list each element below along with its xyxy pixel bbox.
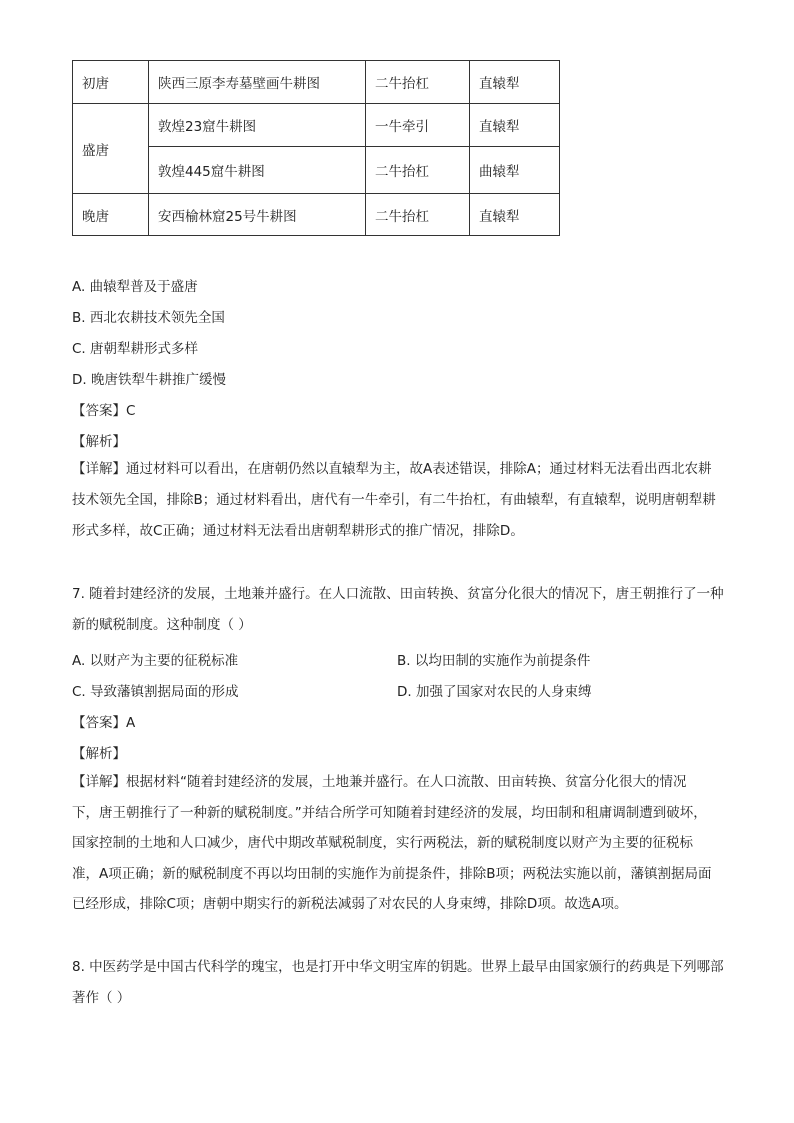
table-cell-plow: 直辕犁 bbox=[470, 194, 560, 236]
table-cell-ox: 二牛抬杠 bbox=[366, 61, 470, 104]
table-cell-plow: 直辕犁 bbox=[470, 61, 560, 104]
table-row bbox=[73, 61, 560, 104]
q6-detail bbox=[72, 454, 724, 547]
table-cell-ox: 二牛抬杠 bbox=[366, 194, 470, 236]
q7-detail-text: 【详解】根据材料“随着封建经济的发展，土地兼并盛行。在人口流散、田亩转换、贫富分化很大的情况下，唐王朝推行了一种新的赋税制度。”并结合所学可知随着封建经济的发展，均田制和租庸调制遭到破坏，国家控制的土地和人口减少，唐代中期改革赋税制度，实行两税法，新的赋税制度以财产为主要的征税标准，A项正确；新的赋税制度不再以均田制的实施作为前提条件，排除B项；两税法实施以前，藩镇割据局面已经形成，排除C项；唐朝中期实行的新税法减弱了对农民的人身束缚，排除D项。故选A项。 bbox=[72, 774, 712, 913]
q6-option-c: C. 唐朝犁耕形式多样 bbox=[72, 341, 199, 357]
q6-option-a: A. 曲辕犁普及于盛唐 bbox=[72, 279, 198, 295]
table-cell-period: 初唐 bbox=[73, 61, 149, 104]
table-cell-plow: 直辕犁 bbox=[470, 104, 560, 147]
q8-stem-text: 8. 中医药学是中国古代科学的瑰宝，也是打开中华文明宝库的钥匙。世界上最早由国家颁行的药典是下列哪部著作（ ） bbox=[72, 959, 724, 1006]
table-cell-source: 敦煌445窟牛耕图 bbox=[149, 147, 366, 194]
q6-analysis-heading: 【解析】 bbox=[72, 434, 126, 450]
table-row bbox=[73, 194, 560, 236]
table-cell-source: 敦煌23窟牛耕图 bbox=[149, 104, 366, 147]
table-cell-ox: 一牛牵引 bbox=[366, 104, 470, 147]
q7-option-a: A. 以财产为主要的征税标准 bbox=[72, 653, 239, 669]
plow-table bbox=[72, 60, 560, 236]
q8-stem bbox=[72, 952, 724, 1014]
q7-answer: 【答案】A bbox=[72, 715, 136, 731]
q6-option-b: B. 西北农耕技术领先全国 bbox=[72, 310, 225, 326]
table-row bbox=[73, 104, 560, 147]
q7-detail bbox=[72, 767, 712, 920]
q7-option-d: D. 加强了国家对农民的人身束缚 bbox=[397, 684, 592, 700]
table-cell-period: 盛唐 bbox=[73, 104, 149, 194]
q7-stem-text: 7. 随着封建经济的发展，土地兼并盛行。在人口流散、田亩转换、贫富分化很大的情况下，唐王朝推行了一种新的赋税制度。这种制度（ ） bbox=[72, 586, 724, 633]
q6-detail-text: 【详解】通过材料可以看出，在唐朝仍然以直辕犁为主，故A表述错误，排除A；通过材料无法看出西北农耕技术领先全国，排除B；通过材料看出，唐代有一牛牵引，有二牛抬杠，有曲辕犁，有直辕犁，说明唐朝犁耕形式多样，故C正确；通过材料无法看出唐朝犁耕形式的推广情况，排除D。 bbox=[72, 461, 716, 539]
q7-option-b: B. 以均田制的实施作为前提条件 bbox=[397, 653, 591, 669]
table-cell-period: 晚唐 bbox=[73, 194, 149, 236]
table-cell-ox: 二牛抬杠 bbox=[366, 147, 470, 194]
table-cell-source: 陕西三原李寿墓壁画牛耕图 bbox=[149, 61, 366, 104]
q6-option-d: D. 晚唐铁犁牛耕推广缓慢 bbox=[72, 372, 226, 388]
table-cell-plow: 曲辕犁 bbox=[470, 147, 560, 194]
q7-option-c: C. 导致藩镇割据局面的形成 bbox=[72, 684, 239, 700]
q6-answer: 【答案】C bbox=[72, 403, 136, 419]
table-cell-source: 安西榆林窟25号牛耕图 bbox=[149, 194, 366, 236]
q7-stem bbox=[72, 579, 724, 641]
q7-analysis-heading: 【解析】 bbox=[72, 746, 126, 762]
